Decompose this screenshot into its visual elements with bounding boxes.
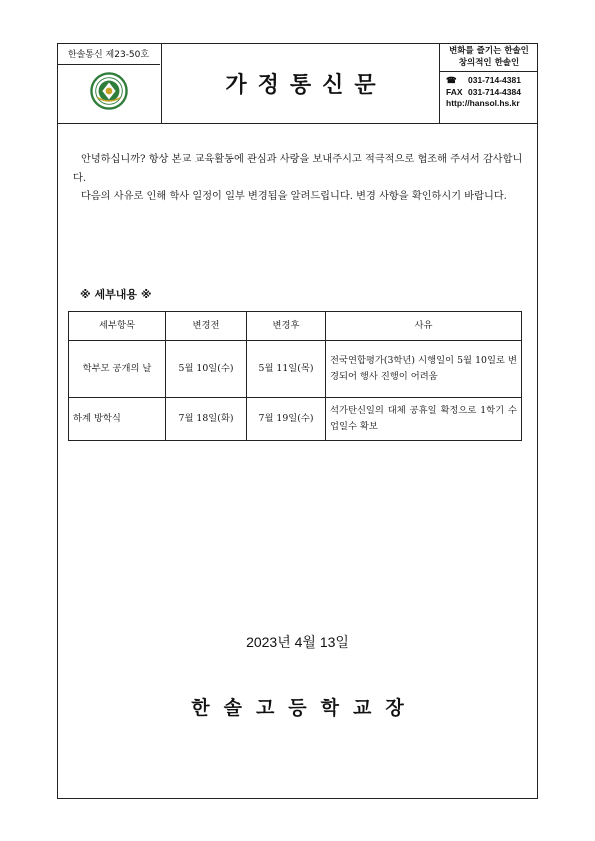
website-link[interactable]: http://hansol.hs.kr (446, 98, 520, 108)
fax-label: FAX (446, 86, 463, 97)
table-row (69, 341, 522, 398)
table-cell: 전국연합평가(3학년) 시행일이 5월 10일로 변경되어 행사 진행이 어려움 (326, 341, 522, 398)
school-motto (440, 43, 538, 72)
notice-paragraph: 다음의 사유로 인해 학사 일정이 일부 변경됨을 알려드립니다. 변경 사항을 확인하시기 바랍니다. (81, 191, 507, 202)
fax-number: 031-714-4384 (468, 86, 521, 97)
column-header: 세부항목 (69, 312, 166, 341)
phone-icon: ☎ (446, 75, 457, 85)
school-principal-signature: 한솔고등학교장 (191, 697, 418, 719)
table-cell: 5월 10일(수) (166, 341, 247, 398)
letter-header (57, 43, 538, 123)
table-cell: 하계 방학식 (69, 398, 166, 441)
document-title: 가정통신문 (225, 72, 387, 98)
details-heading: ※ 세부내용 ※ (80, 288, 152, 301)
motto-line-1: 변화를 즐기는 한솔인 (449, 46, 529, 56)
column-header: 변경전 (166, 312, 247, 341)
column-header: 사유 (326, 312, 522, 341)
issue-date: 2023년 4월 13일 (246, 634, 349, 650)
contact-info (440, 72, 538, 110)
table-header-row (69, 312, 522, 341)
table-cell: 7월 19일(수) (247, 398, 326, 441)
fax-row (446, 87, 538, 99)
website-row (446, 98, 538, 110)
phone-number: 031-714-4381 (468, 75, 521, 85)
table-cell: 석가탄신일의 대체 공휴일 확정으로 1학기 수업일수 확보 (326, 398, 522, 441)
school-emblem-icon (90, 72, 128, 110)
table-cell: 7월 18일(화) (166, 398, 247, 441)
header-title-cell (162, 43, 440, 123)
table-cell: 5월 11일(목) (247, 341, 326, 398)
motto-line-2: 창의적인 한솔인 (458, 58, 520, 68)
greeting-paragraph: 안녕하십니까? 항상 본교 교육활동에 관심과 사랑을 보내주시고 적극적으로 협조해 주셔서 감사합니다. (73, 154, 523, 184)
issue-number: 한솔통신 제23-50호 (57, 43, 160, 65)
header-left-cell (57, 43, 162, 123)
schedule-change-table (68, 311, 522, 441)
phone-row (446, 75, 538, 87)
header-right-cell (440, 43, 538, 123)
column-header: 변경후 (247, 312, 326, 341)
table-cell: 학부모 공개의 날 (69, 341, 166, 398)
header-divider (57, 123, 538, 124)
letter-body (73, 151, 528, 207)
table-row (69, 398, 522, 441)
